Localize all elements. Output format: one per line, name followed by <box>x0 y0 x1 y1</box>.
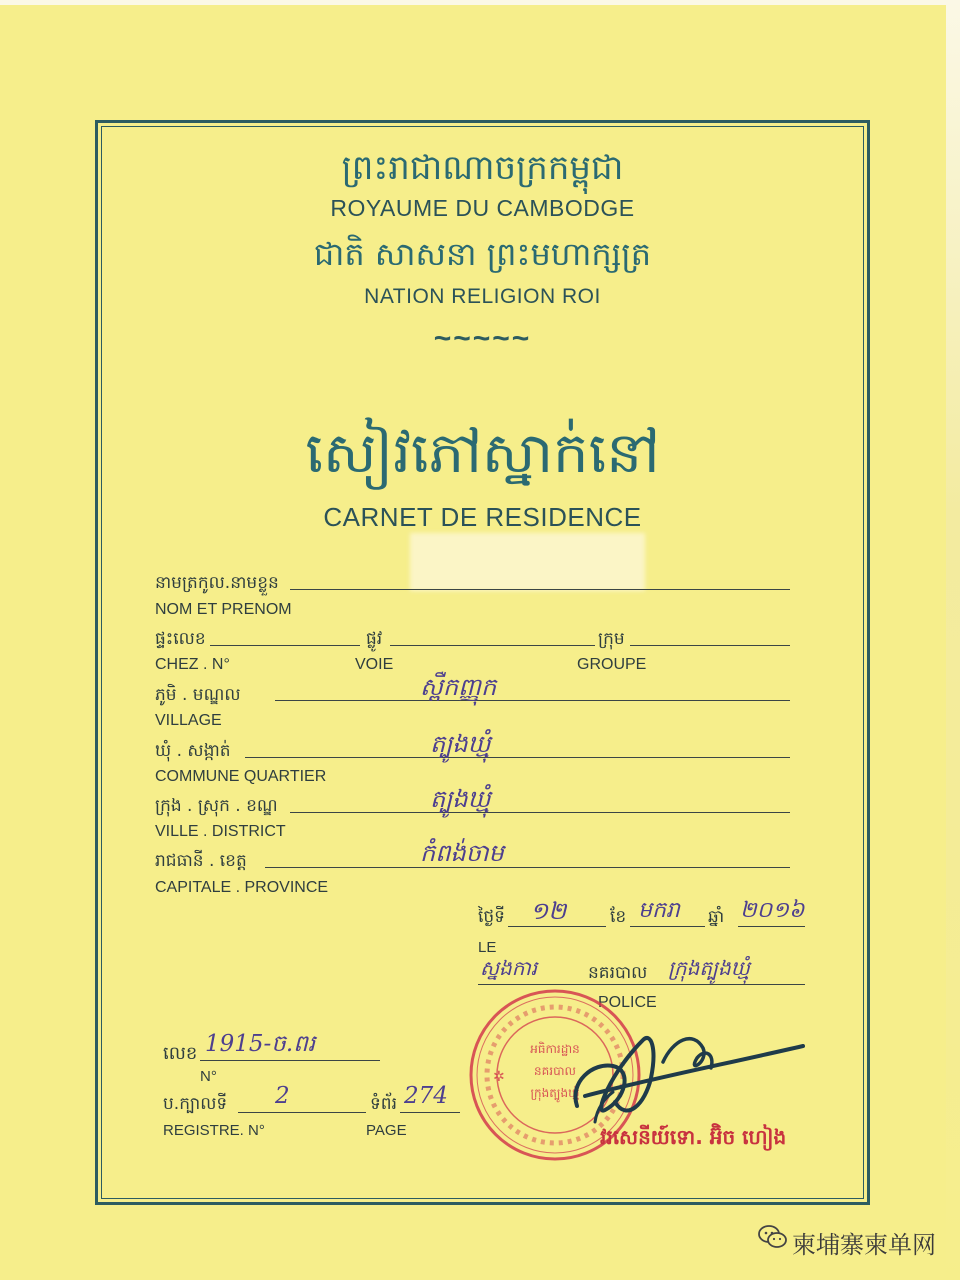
name-line <box>290 589 790 590</box>
police-label-fr: POLICE <box>598 994 657 1011</box>
page-label-fr: PAGE <box>366 1122 407 1139</box>
stamp-line-1: អធិការដ្ឋាន <box>530 1042 580 1056</box>
village-label-fr: VILLAGE <box>155 712 222 729</box>
year-label-km: ឆ្នាំ <box>708 907 725 927</box>
stamp-star-left: ✲ <box>493 1069 505 1085</box>
register-label-km: ប.ក្បាលទី <box>163 1094 228 1114</box>
number-label-fr: N° <box>200 1068 217 1085</box>
wechat-icon <box>758 1224 788 1250</box>
date-label-fr: LE <box>478 939 497 956</box>
village-line <box>275 700 790 701</box>
police-label-km: នគរបាល <box>588 963 648 983</box>
province-value: កំពង់ចាម <box>420 839 504 867</box>
official-name: វរសេនីយ៍ទោ. អ៊ិច ហៀង <box>600 1125 787 1149</box>
signature-loop <box>575 1038 653 1111</box>
village-label-km: ភូមិ . មណ្ឌល <box>155 685 241 705</box>
commune-label-fr: COMMUNE QUARTIER <box>155 768 327 785</box>
commune-value: ត្បូងឃ្មុំ <box>430 730 491 758</box>
number-value: 1915-ច.ពរ <box>205 1031 316 1057</box>
commune-label-km: ឃុំ . សង្កាត់ <box>155 741 231 761</box>
month-label-km: ខែ <box>610 907 627 927</box>
district-label-km: ក្រុង . ស្រុក . ខណ្ឌ <box>155 796 278 816</box>
province-line <box>265 867 790 868</box>
redacted-area <box>410 533 645 591</box>
month-value: មករា <box>638 898 680 923</box>
province-label-fr: CAPITALE . PROVINCE <box>155 879 329 896</box>
police-place-value: ក្រុងត្បូងឃ្មុំ <box>668 956 750 980</box>
group-label-fr: GROUPE <box>577 656 647 673</box>
page-value: 274 <box>404 1083 448 1109</box>
stamp-line-2: នគរបាល <box>534 1064 576 1078</box>
register-line <box>238 1112 366 1113</box>
province-label-km: រាជធានី . ខេត្ត <box>155 851 247 871</box>
day-value: ១២ <box>530 897 567 925</box>
page-line <box>400 1112 460 1113</box>
document-title-fr: CARNET DE RESIDENCE <box>323 502 642 532</box>
group-label-km: ក្រុម <box>598 629 625 649</box>
street-label-fr: VOIE <box>355 656 394 673</box>
ornament: ~~~~~ <box>433 322 532 355</box>
motto-km: ជាតិ សាសនា ព្រះមហាក្សត្រ <box>313 235 652 273</box>
group-line <box>630 645 790 646</box>
year-value: ២០១៦ <box>740 898 805 923</box>
district-value: ត្បូងឃ្មុំ <box>430 785 491 813</box>
document-title-km: សៀវភៅស្នាក់នៅ <box>305 421 660 486</box>
house-line <box>210 645 360 646</box>
register-label-fr: REGISTRE. N° <box>163 1122 265 1139</box>
stamp-line-3: ក្រុងត្បូងឃ្មុំ <box>530 1086 580 1100</box>
kingdom-title-fr: ROYAUME DU CAMBODGE <box>330 195 635 221</box>
register-value: 2 <box>275 1083 290 1109</box>
number-label-km: លេខ <box>163 1043 198 1064</box>
signature-flourish <box>663 1039 712 1068</box>
paper-edge-top <box>0 0 960 5</box>
kingdom-title-km: ព្រះរាជាណាចក្រកម្ពុជា <box>341 148 624 188</box>
street-label-km: ផ្លូវ <box>366 629 383 649</box>
house-label-fr: CHEZ . N° <box>155 656 230 673</box>
village-value: ស្ពឺកញ្ញុក <box>420 673 497 701</box>
commune-line <box>245 757 790 758</box>
police-office-value: ស្នងការ <box>480 956 538 980</box>
motto-fr: NATION RELIGION ROI <box>364 285 601 308</box>
day-label-km: ថ្ងៃទី <box>478 907 505 927</box>
page-label-km: ទំព័រ <box>370 1094 397 1114</box>
district-label-fr: VILLE . DISTRICT <box>155 823 286 840</box>
paper-edge-right <box>946 0 960 1280</box>
house-label-km: ផ្ទះលេខ <box>155 629 206 649</box>
street-line <box>390 645 595 646</box>
watermark-text: 柬埔寨柬单网 <box>792 1231 936 1259</box>
name-label-km: នាមត្រកូល.នាមខ្លួន <box>155 573 279 593</box>
name-label-fr: NOM ET PRENOM <box>155 601 292 618</box>
district-line <box>290 812 790 813</box>
signature <box>555 1018 815 1130</box>
